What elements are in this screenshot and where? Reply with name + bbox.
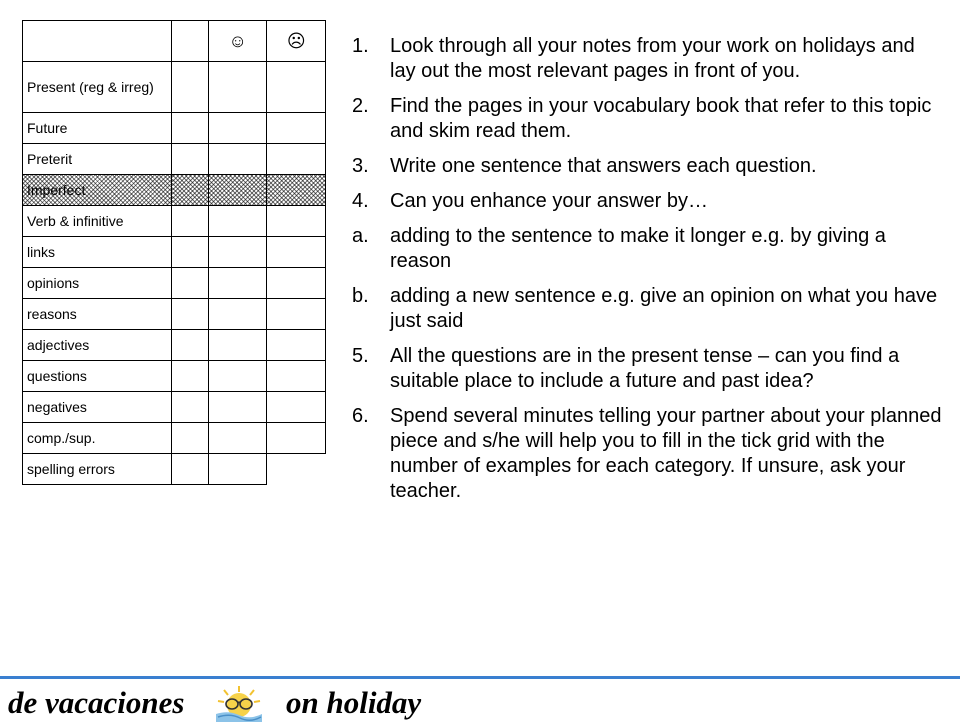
tick-grid-row [23,361,326,392]
tick-cell [172,175,209,206]
category-label: spelling errors [23,454,172,485]
instruction-marker: 4. [352,190,369,212]
instruction-marker: b. [352,285,369,307]
category-label: Present (reg & irreg) [23,62,172,113]
tick-cell[interactable] [208,454,267,485]
tick-grid-row [23,454,326,485]
tick-grid [22,20,326,485]
tick-cell[interactable] [267,361,326,392]
tick-cell[interactable] [208,62,267,113]
tick-cell[interactable] [172,330,209,361]
footer-english-title: on holiday [285,684,422,720]
instruction-marker: 6. [352,405,369,427]
tick-cell[interactable] [208,206,267,237]
tick-grid-row [23,206,326,237]
instruction-item [352,344,942,394]
tick-cell[interactable] [267,268,326,299]
tick-cell[interactable] [172,113,209,144]
instruction-marker: 1. [352,35,369,57]
tick-grid-row [23,299,326,330]
tick-cell[interactable] [172,454,209,485]
tick-cell[interactable] [208,144,267,175]
instruction-marker: 5. [352,345,369,367]
tick-grid-row [23,62,326,113]
footer-divider [0,676,960,679]
tick-cell[interactable] [267,330,326,361]
instruction-text: Write one sentence that answers each question. [390,155,817,177]
instruction-item [352,224,942,274]
tick-grid-row [23,330,326,361]
tick-cell [208,175,267,206]
tick-cell[interactable] [208,237,267,268]
tick-cell[interactable] [267,237,326,268]
instruction-list [352,34,942,514]
category-label: links [23,237,172,268]
instruction-item [352,34,942,84]
tick-cell[interactable] [208,113,267,144]
tick-grid-row [23,144,326,175]
tick-cell[interactable] [172,392,209,423]
tick-grid-row [23,423,326,454]
category-label: Imperfect [23,175,172,206]
instruction-text: Spend several minutes telling your partner about your planned piece and s/he will help you to fill in the tick grid with the number of examples for each category. If unsure, ask your teacher. [390,405,942,502]
tick-cell[interactable] [208,299,267,330]
instruction-marker: a. [352,225,369,247]
tick-cell [267,175,326,206]
tick-grid-row [23,237,326,268]
category-label: Preterit [23,144,172,175]
category-label: Future [23,113,172,144]
tick-cell[interactable] [208,268,267,299]
instruction-item [352,154,942,179]
tick-cell[interactable] [172,206,209,237]
instruction-text: Find the pages in your vocabulary book that refer to this topic and skim read them. [390,95,932,142]
tick-cell[interactable] [267,392,326,423]
tick-cell[interactable] [208,361,267,392]
instruction-marker: 2. [352,95,369,117]
sun-sunglasses-logo-icon [214,684,264,722]
tick-cell[interactable] [208,423,267,454]
category-label: adjectives [23,330,172,361]
instruction-item [352,284,942,334]
footer-spanish-title: de vacaciones [8,684,185,720]
category-label: reasons [23,299,172,330]
category-label: questions [23,361,172,392]
tick-cell[interactable] [172,423,209,454]
category-label: comp./sup. [23,423,172,454]
tick-grid-row [23,268,326,299]
instruction-text: Look through all your notes from your work on holidays and lay out the most relevant pages in front of you. [390,35,915,82]
tick-grid-row [23,113,326,144]
frowny-face-icon: ☹ [267,21,326,62]
instruction-text: adding to the sentence to make it longer e.g. by giving a reason [390,225,886,272]
instruction-item [352,404,942,504]
instruction-marker: 3. [352,155,369,177]
tick-cell[interactable] [172,361,209,392]
empty-cell [267,454,326,485]
footer-title [8,680,421,723]
header-blank-cell [172,21,209,62]
tick-cell[interactable] [208,392,267,423]
category-label: opinions [23,268,172,299]
tick-cell[interactable] [267,299,326,330]
category-label: negatives [23,392,172,423]
tick-cell[interactable] [172,144,209,175]
tick-cell[interactable] [172,268,209,299]
tick-cell[interactable] [172,62,209,113]
tick-grid-row [23,392,326,423]
smiley-face-icon: ☺ [208,21,267,62]
tick-cell[interactable] [267,206,326,237]
tick-grid-row-hatched [23,175,326,206]
category-label: Verb & infinitive [23,206,172,237]
tick-cell[interactable] [267,144,326,175]
tick-cell[interactable] [267,113,326,144]
instruction-text: Can you enhance your answer by… [390,190,708,212]
header-blank-cell [23,21,172,62]
instruction-item [352,94,942,144]
tick-cell[interactable] [267,62,326,113]
tick-cell[interactable] [267,423,326,454]
tick-grid-header-row [23,21,326,62]
instruction-text: All the questions are in the present tense – can you find a suitable place to include a future and past idea? [390,345,900,392]
instruction-item [352,189,942,214]
tick-cell[interactable] [172,237,209,268]
instruction-text: adding a new sentence e.g. give an opinion on what you have just said [390,285,938,332]
tick-cell[interactable] [172,299,209,330]
tick-cell[interactable] [208,330,267,361]
